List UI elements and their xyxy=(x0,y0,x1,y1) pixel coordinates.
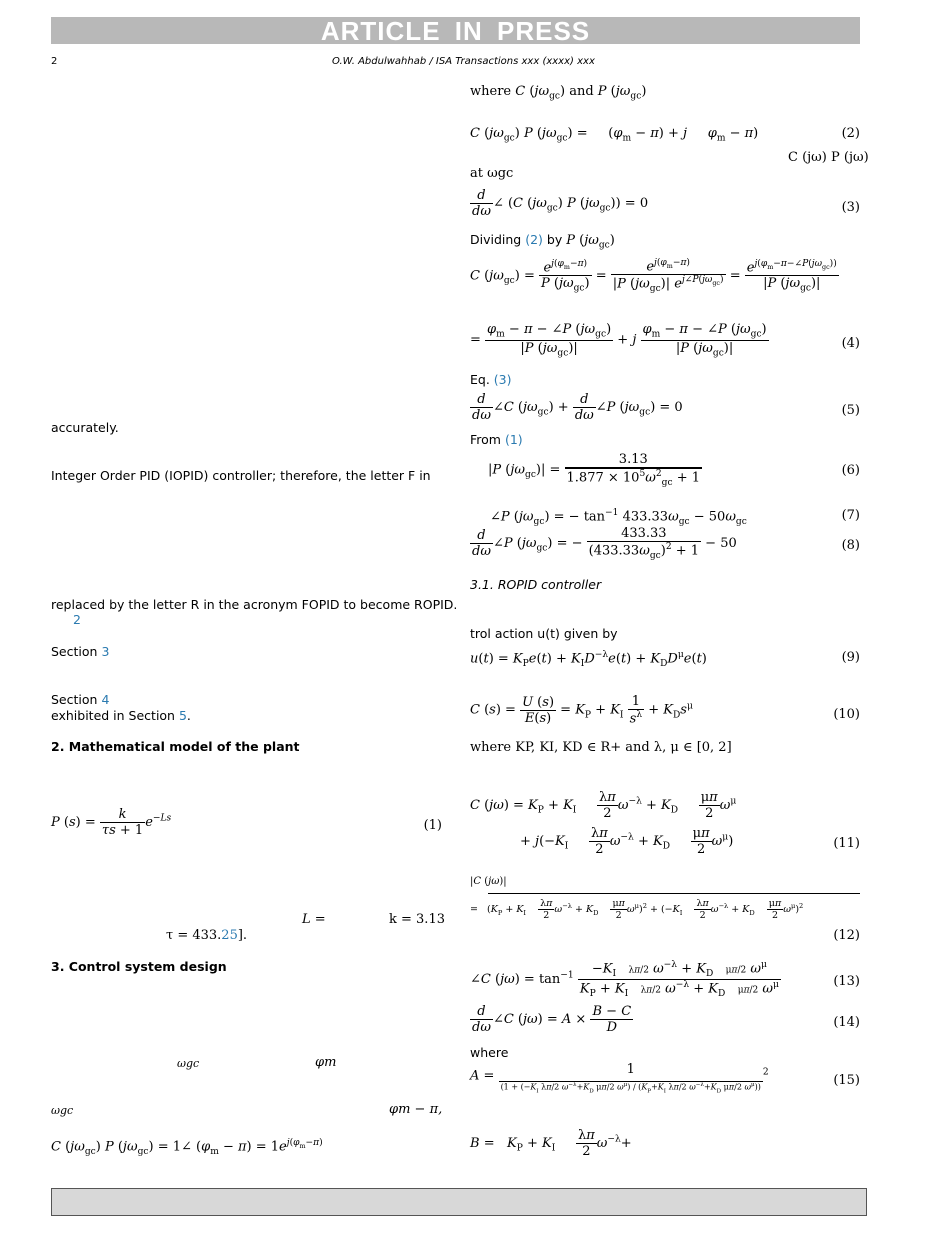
equation-3-number: (3) xyxy=(841,200,860,215)
ref-2-link[interactable]: 2 xyxy=(73,612,81,627)
equation-12-lhs: |C (jω)| xyxy=(470,876,507,887)
equation-15-number: (15) xyxy=(833,1073,860,1088)
text-accurately: accurately. xyxy=(51,420,119,435)
section-3-sentence xyxy=(51,644,109,659)
equation-2: C $(j\omega_{gc})$ P $(j\omega_{gc})$ = $(\varphi_m - \pi) + j$ $\varphi_m - \pi$) xyxy=(470,126,759,144)
dividing-sentence: Dividing (2) by P $(j\omega_{gc})$ xyxy=(470,232,615,251)
ref-eq2-link[interactable]: (2) xyxy=(525,232,543,247)
phi-m-minus-pi: φm − π, xyxy=(389,1102,443,1117)
equation-11-number: (11) xyxy=(833,836,860,851)
equation-14: $\frac{d}{d\omega}$ ∠C (jω) = A × $\frac{B - C}{D}$ xyxy=(472,1004,632,1035)
omega-gc-symbol: ωgc xyxy=(177,1057,200,1070)
equation-11-line2: + $j(-K_I$ $\frac{\lambda\pi}{2}$ $\omega^{-\lambda} + K_D$ $\frac{\mu\pi}{2}$ $\omega^\mu$) xyxy=(520,826,734,857)
L-equals: L = xyxy=(302,912,326,927)
exhibited-text: exhibited in Section xyxy=(51,708,175,723)
k-equals: k = 3.13 xyxy=(389,912,445,927)
equation-2-number: (2) xyxy=(841,126,860,141)
equation-7: ∠P $(j\omega_{gc})$ = − $\tan^{-1} 433.33\omega_{gc} - 50\omega_{gc}$ xyxy=(490,508,747,527)
equation-4-number: (4) xyxy=(841,336,860,351)
omega-gc-symbol-2: ωgc xyxy=(51,1104,74,1117)
period: . xyxy=(186,708,191,723)
equation-10: C (s) = $\frac{U (s)}{E(s)}$ = $K_P + K_I$ $\frac{1}{s^\lambda}$ + $K_Ds^\mu$ xyxy=(470,694,693,727)
ref-eq1-link[interactable]: (1) xyxy=(504,432,523,447)
exhibited-sentence xyxy=(51,708,191,723)
running-head: O.W. Abdulwahhab / ISA Transactions xxx (xxxx) xxx xyxy=(332,56,595,67)
equation-1-number: (1) xyxy=(423,818,442,833)
equation-1: P (s) = $\frac{k}{\tau s + 1}$ $e^{-Ls}$ xyxy=(51,807,172,838)
control-action-text: trol action u(t) given by xyxy=(470,626,618,641)
ref-3-link[interactable]: 3 xyxy=(101,644,110,659)
equation-4-line2: = $\frac{\varphi_m - \pi - \angle P (j\omega_{gc})}{|P (j\omega_{gc})|}$ + j $\frac{\varphi_m - \pi - \angle P (j\omega_{gc})}{|P (j\omega_{gc})|}$ xyxy=(470,322,767,359)
from-eq1-sentence xyxy=(470,432,523,447)
equation-9-number: (9) xyxy=(841,650,860,665)
equation-c-p-product: C $(j\omega_{gc})$ P $(j\omega_{gc})$ = 1∠ $(\varphi_m - \pi) = 1e^{j(\varphi_m-\pi)}$ xyxy=(51,1138,323,1157)
equation-5: $\frac{d}{d\omega}$ ∠C $(j\omega_{gc})$ + $\frac{d}{d\omega}$ ∠P $(j\omega_{gc}) = 0$ xyxy=(472,392,683,423)
equation-7-number: (7) xyxy=(841,508,860,523)
equation-5-number: (5) xyxy=(841,403,860,418)
equation-8: $\frac{d}{d\omega}$ ∠P $(j\omega_{gc})$ = − $\frac{433.33}{(433.33\omega_{gc})^2 + 1}$ − 50 xyxy=(472,526,737,561)
cjw-pjw-text: C (jω) P (jω) xyxy=(788,150,869,165)
equation-9: $u(t) = K_Pe(t) + K_ID^{-\lambda}e(t) + K_DD^\mu e(t)$ xyxy=(470,650,707,669)
from-word: From xyxy=(470,432,501,447)
by-word: by xyxy=(546,232,563,247)
section-4-sentence xyxy=(51,692,109,707)
where-c-and-p: where C $(j\omega_{gc})$ and P $(j\omega_{gc})$ xyxy=(470,84,647,102)
equation-15: A = 1 ($1 + (-K_I$ λπ/2 $\omega^{-\lambda}+K_D$ μπ/2 $\omega^\mu) / (K_P+K_I$ λπ/2 $\omega^{-\lambda}+K_D$ μπ/2 $\omega^\mu$)) $^2$ xyxy=(470,1058,769,1094)
tau-close: ]. xyxy=(237,928,248,943)
equation-14-number: (14) xyxy=(833,1015,860,1030)
article-in-press-banner: ARTICLE IN PRESS xyxy=(51,17,860,44)
where-k-domain: where KP, KI, KD ∈ R+ and λ, μ ∈ [0, 2] xyxy=(470,740,732,755)
equation-8-number: (8) xyxy=(841,538,860,553)
ref-4-link[interactable]: 4 xyxy=(101,692,110,707)
section-3-title: 3. Control system design xyxy=(51,959,227,974)
text-iopid: Integer Order PID (IOPID) controller; therefore, the letter F in xyxy=(51,468,431,483)
section-2-title: 2. Mathematical model of the plant xyxy=(51,739,300,754)
equation-B: $B = K_P + K_I$ $\frac{\lambda\pi}{2}$ $\omega^{-\lambda}+$ xyxy=(470,1128,632,1159)
equation-3: $\frac{d}{d\omega}$ ∠ (C $(j\omega_{gc})$ P $(j\omega_{gc})) = 0$ xyxy=(472,188,649,219)
footer-bar xyxy=(51,1188,867,1216)
tau-text: τ = 433. xyxy=(166,928,222,943)
ref-eq3-link[interactable]: (3) xyxy=(493,372,512,387)
section-word: Section xyxy=(51,692,98,707)
tau-value xyxy=(166,928,247,943)
where-word-2: where xyxy=(470,1045,509,1060)
phi-m-symbol: φm xyxy=(315,1055,337,1070)
sqrt-bar-12 xyxy=(488,893,860,894)
equation-12-number: (12) xyxy=(833,928,860,943)
eq8-numerator: 433.33 xyxy=(587,526,701,542)
equation-10-number: (10) xyxy=(833,707,860,722)
subsection-3-1-title: 3.1. ROPID controller xyxy=(470,577,602,592)
at-omega-gc: at ωgc xyxy=(470,166,514,181)
equation-6-number: (6) xyxy=(841,463,860,478)
equation-13: ∠C $(j\omega) = \tan^{-1}$ $\frac{-K_I \lambda\pi/2 \omega^{-\lambda} + K_D \mu\pi/2 \omega^\mu}{K_P + K_I \lambda\pi/2 \omega^{-\lambda} + K_D \mu\pi/2 \omega^\mu}$ xyxy=(470,960,779,999)
dividing-word: Dividing xyxy=(470,232,522,247)
ref-25-link[interactable]: 25 xyxy=(221,928,238,943)
and-word: and xyxy=(569,84,594,99)
equation-4-line1: C $(j\omega_{gc})$ = $\frac{e^{j(\varphi_m-\pi)}}{P (j\omega_{gc})}$ = $\frac{e^{j(\varphi_m-\pi)}}{|P (j\omega_{gc})| e^{j\angle P(j\omega_{gc})}}$ = $\frac{e^{j(\varphi_m-\pi-\angle P(j\omega_{gc}))}}{|P (j\omega_{gc})|}$ xyxy=(470,258,837,295)
equation-6: |P $(j\omega_{gc})|$ = $\frac{3.13}{1.877 \times 10^5\omega^2_{gc} + 1}$ xyxy=(488,452,701,488)
eq6-numerator: 3.13 xyxy=(565,452,702,468)
eq-word: Eq. xyxy=(470,372,490,387)
equation-12: = ($K_P + K_I$ $\frac{\lambda\pi}{2}$ $\omega^{-\lambda} + K_D$ $\frac{\mu\pi}{2}$ $\omega^\mu)^2 + (-K_I$ $\frac{\lambda\pi}{2}$ $\omega^{-\lambda} + K_D$ $\frac{\mu\pi}{2}$ $\omega^\mu)^2$ xyxy=(470,898,804,921)
where-word: where xyxy=(470,84,512,99)
text-ropid: replaced by the letter R in the acronym FOPID to become ROPID. xyxy=(51,597,458,612)
ref-5-link[interactable]: 5 xyxy=(178,708,187,723)
page-number: 2 xyxy=(51,56,58,67)
equation-11-line1: C $(j\omega) = K_P + K_I$ $\frac{\lambda\pi}{2}$ $\omega^{-\lambda} + K_D$ $\frac{\mu\pi}{2}$ $\omega^\mu$ xyxy=(470,790,737,821)
equation-13-number: (13) xyxy=(833,974,860,989)
eq-3-reference xyxy=(470,372,512,387)
section-word: Section xyxy=(51,644,98,659)
